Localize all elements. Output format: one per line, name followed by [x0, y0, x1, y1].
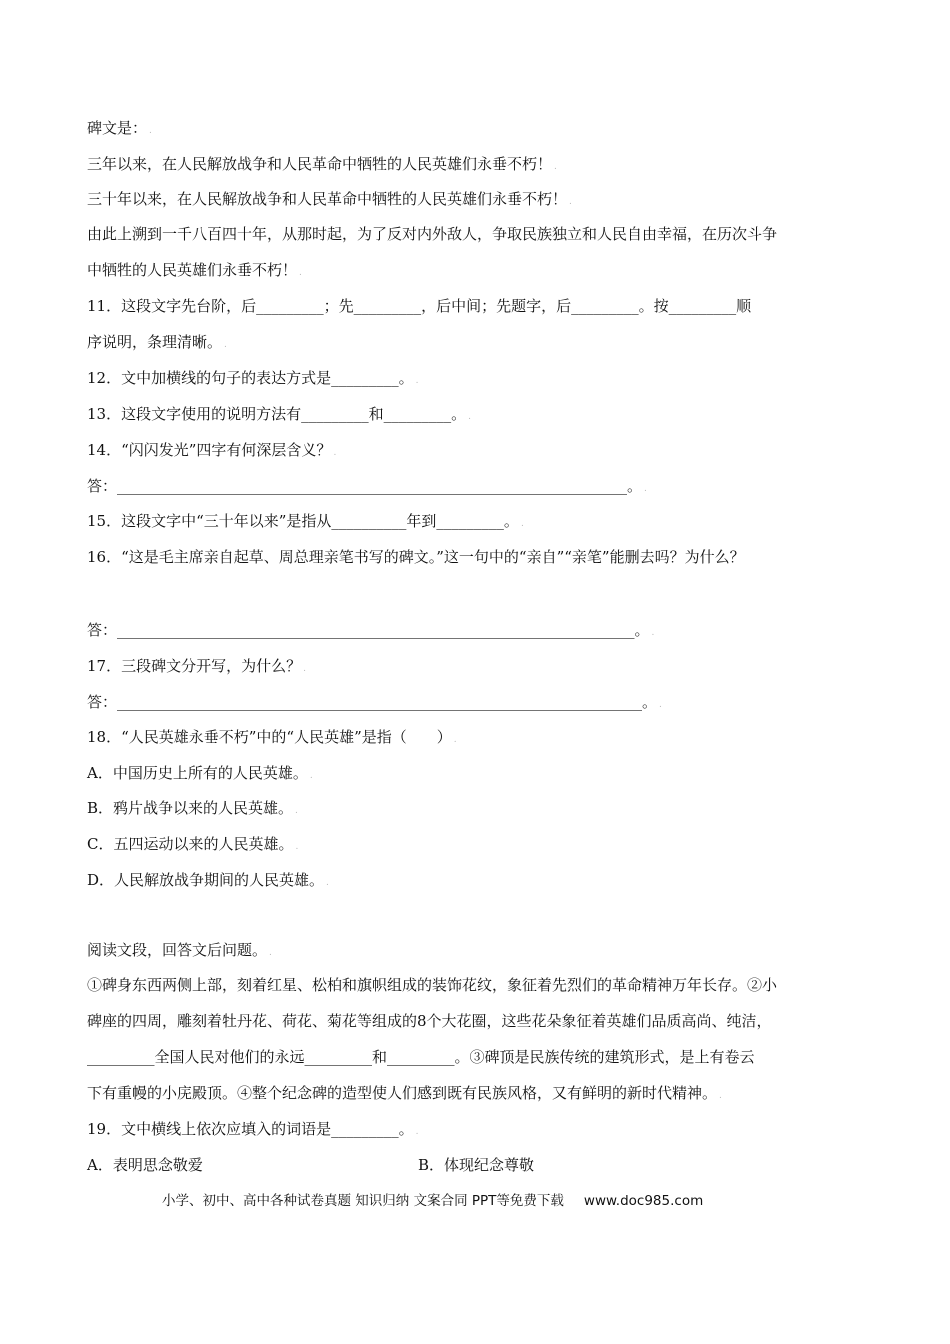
section-heading: 阅读文段，回答文后问题。 .: [87, 941, 272, 959]
option-19-b: B．体现纪念尊敬: [418, 1156, 535, 1174]
text-line: 中牺牲的人民英雄们永垂不朽！ .: [87, 261, 302, 279]
option-19-a: A．表明思念敬爱: [87, 1156, 203, 1174]
passage-line: _________全国人民对他们的永远_________和_________。③碑顶是民族传统的建筑形式，是上有卷云: [87, 1048, 755, 1066]
text-line: 三年以来，在人民解放战争和人民革命中牺牲的人民英雄们永垂不朽！ .: [87, 155, 557, 173]
question-17: 17．三段碑文分开写，为什么？ .: [87, 657, 306, 675]
option-b: B．鸦片战争以来的人民英雄。 .: [87, 799, 298, 817]
question-11: 11．这段文字先台阶，后_________；先_________，后中间；先题字，后_________。按_________顺: [87, 297, 752, 315]
option-a: A．中国历史上所有的人民英雄。 .: [87, 764, 313, 782]
footer-text: 小学、初中、高中各种试卷真题 知识归纳 文案合同 PPT等免费下载: [162, 1193, 564, 1209]
text-line: 碑文是： .: [87, 119, 152, 137]
question-15: 15．这段文字中“三十年以来”是指从__________年到_________。 .: [87, 512, 524, 530]
passage-line: 碑座的四周，雕刻着牡丹花、荷花、菊花等组成的8个大花圈，这些花朵象征着英雄们品质高尚、纯洁，: [87, 1012, 772, 1030]
answer-line: 答：______________________________________________________________________。 .: [87, 693, 662, 711]
text-line: 序说明，条理清晰。 .: [87, 333, 227, 351]
text-line: 由此上溯到一千八百四十年，从那时起，为了反对内外敌人，争取民族独立和人民自由幸福，在历次斗争: [87, 225, 778, 243]
question-12: 12．文中加横线的句子的表达方式是_________。 .: [87, 369, 419, 387]
page-footer: [162, 1191, 703, 1211]
question-16: 16．“这是毛主席亲自起草、周总理亲笔书写的碑文。”这一句中的“亲自”“亲笔”能删去吗？为什么？: [87, 548, 745, 566]
option-d: D．人民解放战争期间的人民英雄。 .: [87, 871, 329, 889]
answer-line: 答：____________________________________________________________________。 .: [87, 477, 647, 495]
question-19: 19．文中横线上依次应填入的词语是_________。 .: [87, 1120, 419, 1138]
footer-url[interactable]: www.doc985.com: [583, 1193, 704, 1209]
question-18: 18．“人民英雄永垂不朽”中的“人民英雄”是指（ ） .: [87, 728, 457, 746]
option-c: C．五四运动以来的人民英雄。 .: [87, 835, 299, 853]
text-line: 三十年以来，在人民解放战争和人民革命中牺牲的人民英雄们永垂不朽！ .: [87, 190, 572, 208]
question-14: 14．“闪闪发光”四字有何深层含义？ .: [87, 441, 337, 459]
answer-line: 答：_____________________________________________________________________。 .: [87, 621, 655, 639]
passage-line: 下有重幔的小庑殿顶。④整个纪念碑的造型使人们感到既有民族风格，又有鲜明的新时代精神。 .: [87, 1084, 722, 1102]
passage-line: ①碑身东西两侧上部，刻着红星、松柏和旗帜组成的装饰花纹，象征着先烈们的革命精神万年长存。②小: [87, 976, 778, 994]
question-13: 13．这段文字使用的说明方法有_________和_________。 .: [87, 405, 471, 423]
